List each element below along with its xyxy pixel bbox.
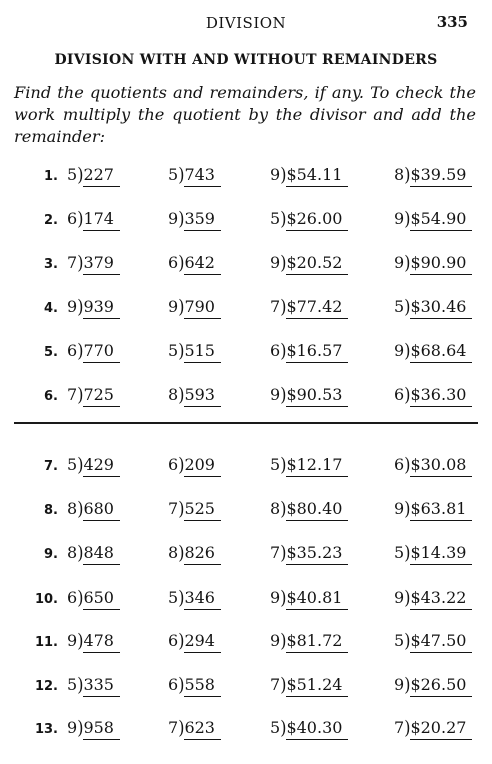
divisor: 8	[168, 543, 179, 562]
division-bracket: )	[280, 251, 287, 274]
division-problem	[67, 543, 120, 565]
division-problem	[67, 675, 120, 697]
division-problem	[67, 455, 120, 477]
division-problem	[394, 631, 472, 653]
dividend: 790	[184, 297, 221, 319]
division-problem	[168, 253, 221, 275]
dividend: $90.90	[410, 253, 472, 275]
division-problem	[394, 165, 472, 187]
dividend: 174	[83, 209, 120, 231]
division-problem	[67, 631, 120, 653]
division-problem	[270, 675, 348, 697]
problem-number: 10.	[34, 592, 58, 607]
dividend: 209	[184, 455, 221, 477]
dividend: 558	[184, 675, 221, 697]
dividend: $14.39	[410, 543, 472, 565]
division-problem	[270, 297, 348, 319]
section-divider	[14, 422, 478, 424]
division-bracket: )	[178, 629, 185, 652]
dividend: $20.52	[286, 253, 348, 275]
divisor: 6	[67, 209, 78, 228]
division-problem	[67, 165, 120, 187]
problem-row	[0, 631, 492, 657]
division-bracket: )	[77, 251, 84, 274]
division-bracket: )	[77, 541, 84, 564]
dividend: 958	[83, 718, 120, 740]
problem-row	[0, 209, 492, 235]
division-problem	[394, 455, 472, 477]
division-problem	[67, 209, 120, 231]
divisor: 5	[168, 165, 179, 184]
division-problem	[270, 455, 348, 477]
problem-number: 9.	[44, 547, 58, 562]
dividend: 725	[83, 385, 120, 407]
dividend: $80.40	[286, 499, 348, 521]
problem-row	[0, 297, 492, 323]
division-problem	[168, 588, 221, 610]
dividend: 227	[83, 165, 120, 187]
division-bracket: )	[280, 163, 287, 186]
division-problem	[168, 718, 221, 740]
division-problem	[394, 385, 472, 407]
division-bracket: )	[280, 716, 287, 739]
dividend: $40.30	[286, 718, 348, 740]
division-problem	[394, 543, 472, 565]
division-bracket: )	[178, 339, 185, 362]
division-problem	[394, 499, 472, 521]
division-bracket: )	[404, 497, 411, 520]
division-bracket: )	[404, 541, 411, 564]
dividend: 939	[83, 297, 120, 319]
dividend: 680	[83, 499, 120, 521]
problem-row	[0, 718, 492, 744]
division-problem	[394, 718, 472, 740]
dividend: 346	[184, 588, 221, 610]
problem-number: 12.	[34, 679, 58, 694]
problem-row	[0, 588, 492, 614]
division-bracket: )	[178, 453, 185, 476]
division-bracket: )	[404, 163, 411, 186]
problem-number: 8.	[44, 503, 58, 518]
dividend: 848	[83, 543, 120, 565]
divisor: 5	[270, 455, 281, 474]
divisor: 9	[67, 718, 78, 737]
dividend: 743	[184, 165, 221, 187]
division-problem	[394, 297, 472, 319]
dividend: 650	[83, 588, 120, 610]
divisor: 7	[67, 385, 78, 404]
problem-number: 13.	[34, 722, 58, 737]
division-problem	[67, 718, 120, 740]
problem-number: 1.	[44, 169, 58, 184]
division-bracket: )	[280, 383, 287, 406]
division-bracket: )	[404, 251, 411, 274]
division-problem	[168, 297, 221, 319]
divisor: 8	[168, 385, 179, 404]
dividend: $39.59	[410, 165, 472, 187]
division-problem	[394, 209, 472, 231]
division-bracket: )	[178, 673, 185, 696]
division-bracket: )	[404, 673, 411, 696]
divisor: 7	[168, 499, 179, 518]
dividend: $81.72	[286, 631, 348, 653]
problem-row	[0, 499, 492, 525]
division-bracket: )	[280, 541, 287, 564]
divisor: 9	[270, 631, 281, 650]
division-bracket: )	[77, 163, 84, 186]
division-problem	[394, 588, 472, 610]
division-bracket: )	[77, 295, 84, 318]
divisor: 5	[168, 341, 179, 360]
divisor: 7	[270, 297, 281, 316]
division-problem	[270, 543, 348, 565]
dividend: $35.23	[286, 543, 348, 565]
problem-row	[0, 385, 492, 411]
divisor: 6	[394, 455, 405, 474]
problem-row	[0, 675, 492, 701]
division-bracket: )	[280, 497, 287, 520]
divisor: 8	[67, 499, 78, 518]
divisor: 9	[270, 385, 281, 404]
division-bracket: )	[280, 586, 287, 609]
division-problem	[270, 588, 348, 610]
dividend: 623	[184, 718, 221, 740]
divisor: 6	[67, 588, 78, 607]
problem-row	[0, 253, 492, 279]
division-bracket: )	[404, 339, 411, 362]
division-problem	[168, 499, 221, 521]
division-problem	[168, 675, 221, 697]
division-problem	[270, 499, 348, 521]
division-problem	[67, 297, 120, 319]
dividend: $68.64	[410, 341, 472, 363]
running-title: DIVISION	[205, 14, 287, 32]
division-problem	[270, 385, 348, 407]
problem-number: 2.	[44, 213, 58, 228]
dividend: $40.81	[286, 588, 348, 610]
divisor: 9	[394, 209, 405, 228]
dividend: $43.22	[410, 588, 472, 610]
divisor: 8	[394, 165, 405, 184]
divisor: 9	[67, 297, 78, 316]
division-bracket: )	[404, 207, 411, 230]
dividend: $26.50	[410, 675, 472, 697]
divisor: 9	[270, 165, 281, 184]
division-problem	[270, 165, 348, 187]
divisor: 9	[168, 297, 179, 316]
divisor: 9	[394, 341, 405, 360]
dividend: $54.90	[410, 209, 472, 231]
division-bracket: )	[178, 586, 185, 609]
dividend: $16.57	[286, 341, 348, 363]
page-number: 335	[436, 13, 468, 31]
division-problem	[270, 209, 348, 231]
divisor: 8	[67, 543, 78, 562]
dividend: $54.11	[286, 165, 348, 187]
divisor: 9	[168, 209, 179, 228]
division-bracket: )	[77, 207, 84, 230]
problem-row	[0, 543, 492, 569]
problem-number: 4.	[44, 301, 58, 316]
division-problem	[270, 253, 348, 275]
division-problem	[168, 631, 221, 653]
division-problem	[168, 165, 221, 187]
divisor: 5	[67, 675, 78, 694]
divisor: 5	[67, 455, 78, 474]
dividend: 478	[83, 631, 120, 653]
dividend: 525	[184, 499, 221, 521]
dividend: 593	[184, 385, 221, 407]
dividend: $63.81	[410, 499, 472, 521]
division-bracket: )	[178, 497, 185, 520]
divisor: 6	[168, 631, 179, 650]
dividend: $12.17	[286, 455, 348, 477]
divisor: 5	[270, 209, 281, 228]
division-problem	[67, 499, 120, 521]
problem-number: 7.	[44, 459, 58, 474]
division-bracket: )	[178, 295, 185, 318]
division-problem	[394, 253, 472, 275]
division-bracket: )	[280, 453, 287, 476]
division-bracket: )	[404, 629, 411, 652]
dividend: $30.46	[410, 297, 472, 319]
problem-row	[0, 455, 492, 481]
divisor: 7	[67, 253, 78, 272]
dividend: $90.53	[286, 385, 348, 407]
dividend: 359	[184, 209, 221, 231]
dividend: $51.24	[286, 675, 348, 697]
divisor: 9	[67, 631, 78, 650]
division-problem	[168, 341, 221, 363]
divisor: 7	[394, 718, 405, 737]
divisor: 7	[168, 718, 179, 737]
division-bracket: )	[77, 383, 84, 406]
division-bracket: )	[77, 586, 84, 609]
division-bracket: )	[77, 497, 84, 520]
problem-number: 5.	[44, 345, 58, 360]
dividend: 826	[184, 543, 221, 565]
problem-number: 3.	[44, 257, 58, 272]
divisor: 9	[394, 588, 405, 607]
division-problem	[270, 341, 348, 363]
divisor: 6	[168, 675, 179, 694]
section-title: DIVISION WITH AND WITHOUT REMAINDERS	[54, 52, 438, 68]
division-problem	[168, 385, 221, 407]
divisor: 9	[394, 499, 405, 518]
division-problem	[270, 718, 348, 740]
instructions: Find the quotients and remainders, if any. To check the work multiply the quotient by the divisor and add the remainder:	[14, 83, 476, 146]
divisor: 5	[67, 165, 78, 184]
division-bracket: )	[404, 586, 411, 609]
divisor: 5	[394, 297, 405, 316]
division-bracket: )	[280, 295, 287, 318]
divisor: 5	[394, 543, 405, 562]
divisor: 9	[394, 675, 405, 694]
dividend: 770	[83, 341, 120, 363]
division-bracket: )	[77, 339, 84, 362]
dividend: $26.00	[286, 209, 348, 231]
division-bracket: )	[77, 453, 84, 476]
division-bracket: )	[178, 383, 185, 406]
divisor: 5	[270, 718, 281, 737]
problem-row	[0, 341, 492, 367]
dividend: $20.27	[410, 718, 472, 740]
divisor: 7	[270, 675, 281, 694]
dividend: 379	[83, 253, 120, 275]
division-bracket: )	[280, 629, 287, 652]
division-problem	[67, 385, 120, 407]
division-problem	[67, 341, 120, 363]
division-problem	[67, 253, 120, 275]
problem-number: 11.	[34, 635, 58, 650]
problem-row	[0, 165, 492, 191]
dividend: $77.42	[286, 297, 348, 319]
division-problem	[270, 631, 348, 653]
division-bracket: )	[178, 163, 185, 186]
divisor: 5	[168, 588, 179, 607]
dividend: $47.50	[410, 631, 472, 653]
divisor: 9	[394, 253, 405, 272]
dividend: 642	[184, 253, 221, 275]
dividend: $30.08	[410, 455, 472, 477]
divisor: 6	[270, 341, 281, 360]
division-problem	[67, 588, 120, 610]
dividend: 429	[83, 455, 120, 477]
division-bracket: )	[404, 295, 411, 318]
division-bracket: )	[404, 383, 411, 406]
division-problem	[168, 455, 221, 477]
divisor: 5	[394, 631, 405, 650]
divisor: 6	[168, 253, 179, 272]
division-bracket: )	[178, 541, 185, 564]
divisor: 8	[270, 499, 281, 518]
divisor: 6	[394, 385, 405, 404]
dividend: 515	[184, 341, 221, 363]
division-bracket: )	[178, 716, 185, 739]
dividend: 294	[184, 631, 221, 653]
divisor: 9	[270, 588, 281, 607]
division-bracket: )	[178, 251, 185, 274]
divisor: 9	[270, 253, 281, 272]
division-problem	[394, 341, 472, 363]
division-bracket: )	[77, 629, 84, 652]
dividend: 335	[83, 675, 120, 697]
division-problem	[168, 543, 221, 565]
division-bracket: )	[404, 453, 411, 476]
divisor: 6	[67, 341, 78, 360]
division-bracket: )	[280, 339, 287, 362]
division-bracket: )	[280, 207, 287, 230]
divisor: 7	[270, 543, 281, 562]
dividend: $36.30	[410, 385, 472, 407]
division-problem	[168, 209, 221, 231]
division-bracket: )	[178, 207, 185, 230]
division-bracket: )	[77, 716, 84, 739]
division-bracket: )	[280, 673, 287, 696]
divisor: 6	[168, 455, 179, 474]
division-bracket: )	[77, 673, 84, 696]
division-bracket: )	[404, 716, 411, 739]
division-problem	[394, 675, 472, 697]
problem-number: 6.	[44, 389, 58, 404]
